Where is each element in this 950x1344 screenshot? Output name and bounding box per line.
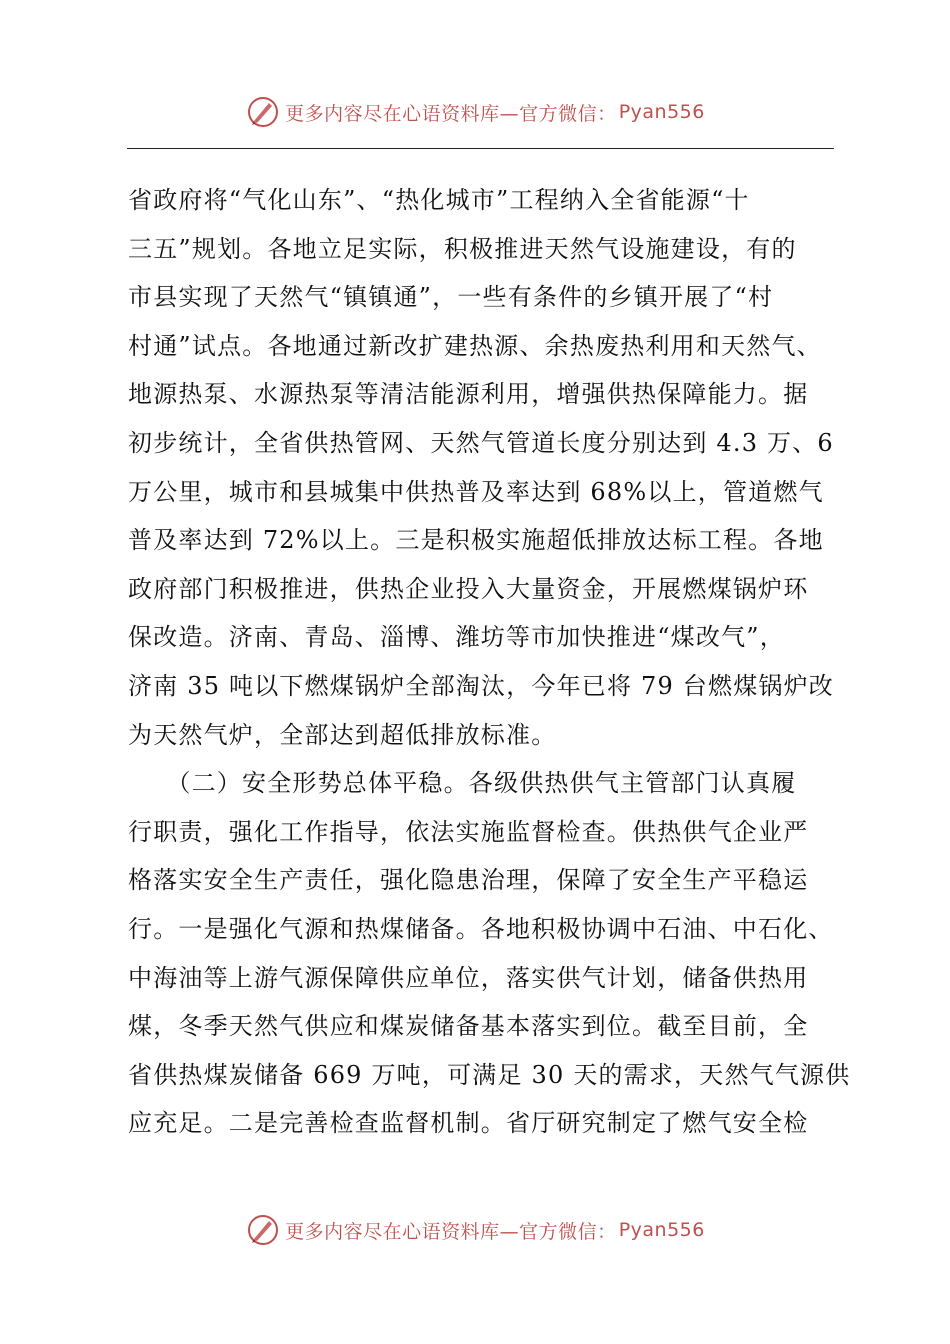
watermark-separator: —官方微信： xyxy=(499,1220,617,1243)
text-line: 行。一是强化气源和热煤储备。各地积极协调中石油、中石化、 xyxy=(128,914,834,943)
text-line: 三五”规划。各地立足实际，积极推进天然气设施建设，有的 xyxy=(128,234,797,263)
text-line: 煤，冬季天然气供应和煤炭储备基本落实到位。截至目前，全 xyxy=(128,1012,809,1041)
text-line: 中海油等上游气源保障供应单位，落实供气计划，储备供热用 xyxy=(128,963,809,992)
watermark-text: 更多内容尽在心语资料库 xyxy=(285,1220,500,1243)
header-watermark xyxy=(0,92,950,132)
text-line: 村通”试点。各地通过新改扩建热源、余热废热利用和天然气、 xyxy=(128,331,822,360)
watermark-separator: —官方微信： xyxy=(499,102,617,125)
text-line: （二）安全形势总体平稳。各级供热供气主管部门认真履 xyxy=(128,769,797,798)
text-line: 省供热煤炭储备 669 万吨，可满足 30 天的需求，天然气气源供 xyxy=(128,1060,851,1089)
text-line: 应充足。二是完善检查监督机制。省厅研究制定了燃气安全检 xyxy=(128,1109,809,1138)
text-line: 格落实安全生产责任，强化隐患治理，保障了安全生产平稳运 xyxy=(128,866,809,895)
text-line: 万公里，城市和县城集中供热普及率达到 68%以上，管道燃气 xyxy=(128,477,824,506)
text-line: 地源热泵、水源热泵等清洁能源利用，增强供热保障能力。据 xyxy=(128,380,809,409)
footer-watermark xyxy=(0,1210,950,1250)
quill-pen-logo-icon xyxy=(245,94,281,130)
watermark-text: 更多内容尽在心语资料库 xyxy=(285,102,500,125)
watermark-handle: Pyan556 xyxy=(618,101,705,123)
quill-pen-logo-icon xyxy=(245,1212,281,1248)
text-line: 为天然气炉，全部达到超低排放标准。 xyxy=(128,720,557,749)
document-body xyxy=(128,176,851,1148)
text-line: 行职责，强化工作指导，依法实施监督检查。供热供气企业严 xyxy=(128,817,809,846)
text-line: 初步统计，全省供热管网、天然气管道长度分别达到 4.3 万、6 xyxy=(128,428,834,457)
header-rule xyxy=(127,148,834,149)
text-line: 普及率达到 72%以上。三是积极实施超低排放达标工程。各地 xyxy=(128,526,824,555)
text-line: 保改造。济南、青岛、淄博、潍坊等市加快推进“煤改气”， xyxy=(128,623,785,652)
text-line: 省政府将“气化山东”、“热化城市”工程纳入全省能源“十 xyxy=(128,186,750,214)
watermark-handle: Pyan556 xyxy=(618,1219,705,1241)
text-line: 市县实现了天然气“镇镇通”，一些有条件的乡镇开展了“村 xyxy=(128,283,774,312)
text-line: 政府部门积极推进，供热企业投入大量资金，开展燃煤锅炉环 xyxy=(128,574,809,603)
text-line: 济南 35 吨以下燃煤锅炉全部淘汰，今年已将 79 台燃煤锅炉改 xyxy=(128,671,834,700)
